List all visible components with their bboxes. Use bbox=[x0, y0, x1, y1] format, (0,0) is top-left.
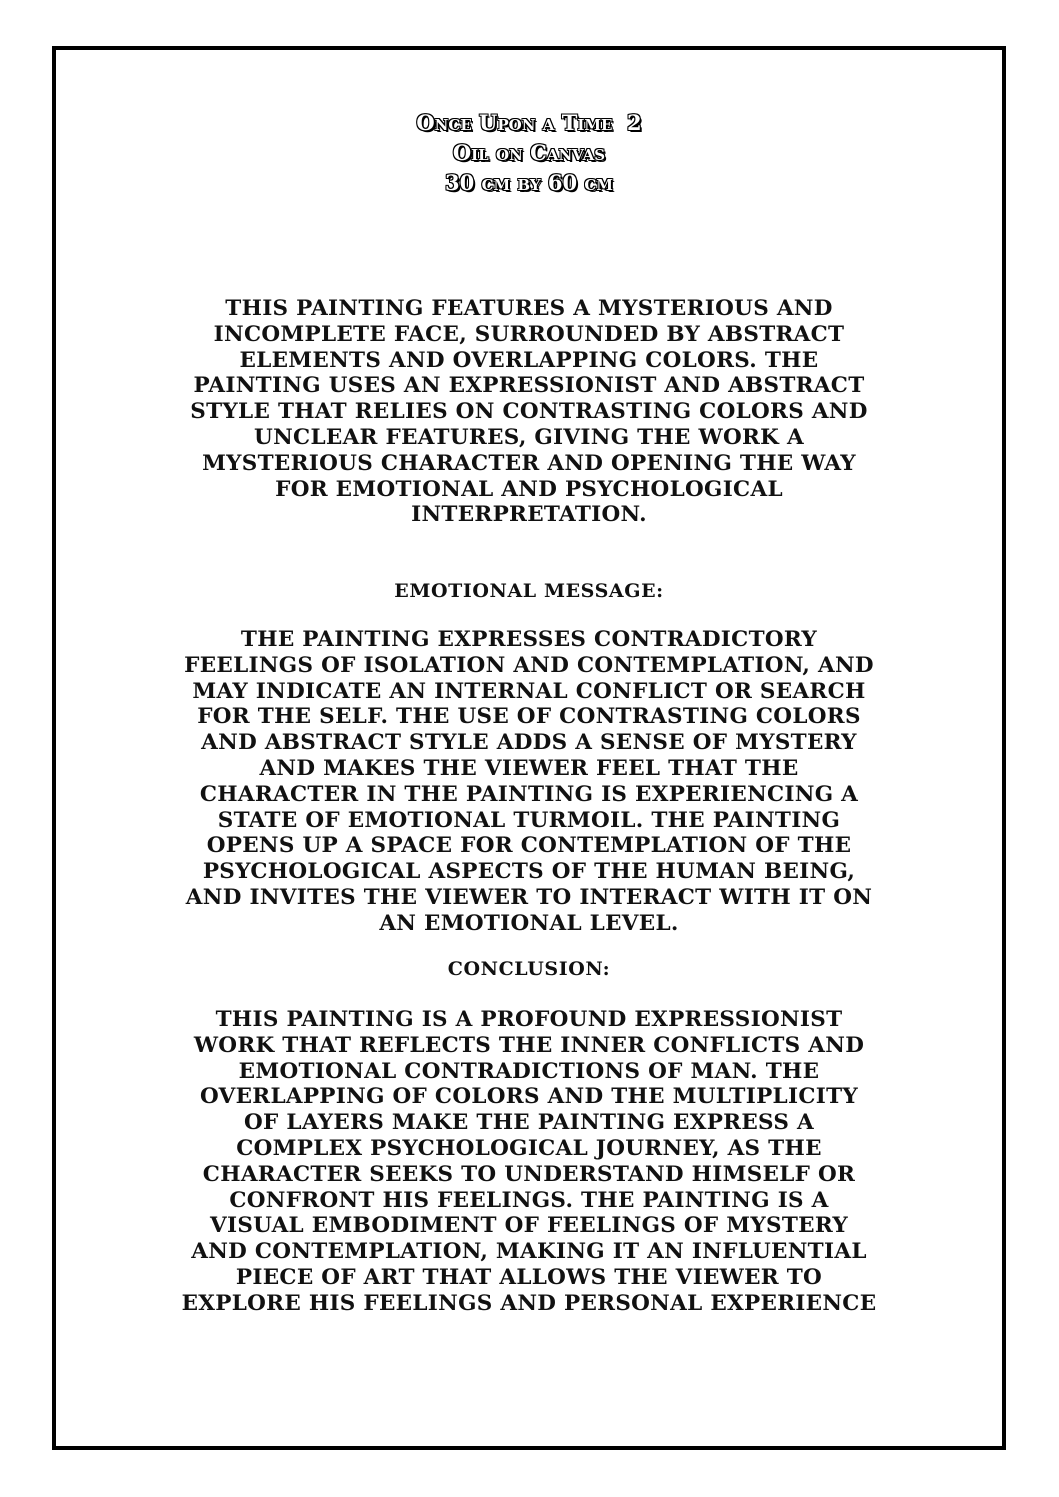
emotional-line: AND INVITES THE VIEWER TO INTERACT WITH IT ON bbox=[185, 884, 873, 910]
emotional-line: STATE OF EMOTIONAL TURMOIL. THE PAINTING bbox=[217, 807, 841, 833]
emotional-line: AND ABSTRACT STYLE ADDS A SENSE OF MYSTERY bbox=[201, 730, 857, 756]
conclusion-line: EXPLORE HIS FEELINGS AND PERSONAL EXPERIENCE bbox=[181, 1290, 877, 1316]
description-line: MYSTERIOUS CHARACTER AND OPENING THE WAY bbox=[202, 450, 856, 476]
emotional-line: CHARACTER IN THE PAINTING IS EXPERIENCING A bbox=[199, 781, 859, 807]
conclusion-line: AND CONTEMPLATION, MAKING IT AN INFLUENTIAL bbox=[191, 1239, 867, 1265]
emotional-line: FEELINGS OF ISOLATION AND CONTEMPLATION, AND bbox=[184, 652, 874, 678]
artwork-title: Once Upon a Time 2 bbox=[416, 110, 642, 135]
artwork-dimensions: 30 cm by 60 cm bbox=[445, 170, 613, 195]
description-line: STYLE THAT RELIES ON CONTRASTING COLORS AND bbox=[190, 399, 868, 425]
document-page bbox=[56, 50, 1002, 1446]
conclusion-line: COMPLEX PSYCHOLOGICAL JOURNEY, AS THE bbox=[236, 1135, 822, 1161]
description-line: FOR EMOTIONAL AND PSYCHOLOGICAL bbox=[275, 476, 783, 502]
artwork-medium: Oil on Canvas bbox=[452, 140, 606, 165]
conclusion-line: WORK THAT REFLECTS THE INNER CONFLICTS AND bbox=[193, 1032, 865, 1058]
conclusion-line: OF LAYERS MAKE THE PAINTING EXPRESS A bbox=[244, 1110, 814, 1136]
conclusion-paragraph bbox=[56, 1007, 1002, 1317]
description-paragraph bbox=[56, 296, 1002, 528]
description-line: PAINTING USES AN EXPRESSIONIST AND ABSTRACT bbox=[193, 373, 865, 399]
emotional-message-heading: EMOTIONAL MESSAGE: bbox=[394, 580, 664, 602]
artwork-title-block bbox=[56, 108, 1002, 198]
description-line: ELEMENTS AND OVERLAPPING COLORS. THE bbox=[239, 347, 819, 373]
conclusion-line: THIS PAINTING IS A PROFOUND EXPRESSIONIST bbox=[215, 1007, 843, 1032]
emotional-message-paragraph bbox=[56, 627, 1002, 937]
description-line: THIS PAINTING FEATURES A MYSTERIOUS AND bbox=[225, 296, 833, 321]
emotional-line: PSYCHOLOGICAL ASPECTS OF THE HUMAN BEING, bbox=[202, 859, 856, 885]
emotional-line: AND MAKES THE VIEWER FEEL THAT THE bbox=[259, 755, 799, 781]
emotional-line: MAY INDICATE AN INTERNAL CONFLICT OR SEARCH bbox=[192, 678, 866, 704]
conclusion-line: VISUAL EMBODIMENT OF FEELINGS OF MYSTERY bbox=[210, 1213, 848, 1239]
description-line: UNCLEAR FEATURES, GIVING THE WORK A bbox=[254, 424, 804, 450]
description-line: INCOMPLETE FACE, SURROUNDED BY ABSTRACT bbox=[213, 321, 845, 347]
emotional-line: FOR THE SELF. THE USE OF CONTRASTING COLORS bbox=[197, 704, 861, 730]
conclusion-line: OVERLAPPING OF COLORS AND THE MULTIPLICITY bbox=[199, 1084, 859, 1110]
emotional-line: AN EMOTIONAL LEVEL. bbox=[379, 910, 679, 936]
emotional-line: OPENS UP A SPACE FOR CONTEMPLATION OF THE bbox=[206, 833, 852, 859]
description-line: INTERPRETATION. bbox=[411, 502, 647, 528]
conclusion-line: PIECE OF ART THAT ALLOWS THE VIEWER TO bbox=[235, 1264, 823, 1290]
conclusion-heading: CONCLUSION: bbox=[447, 958, 611, 980]
conclusion-line: EMOTIONAL CONTRADICTIONS OF MAN. THE bbox=[238, 1058, 820, 1084]
conclusion-line: CONFRONT HIS FEELINGS. THE PAINTING IS A bbox=[229, 1187, 829, 1213]
conclusion-line: CHARACTER SEEKS TO UNDERSTAND HIMSELF OR bbox=[202, 1161, 856, 1187]
emotional-line: THE PAINTING EXPRESSES CONTRADICTORY bbox=[240, 627, 818, 652]
